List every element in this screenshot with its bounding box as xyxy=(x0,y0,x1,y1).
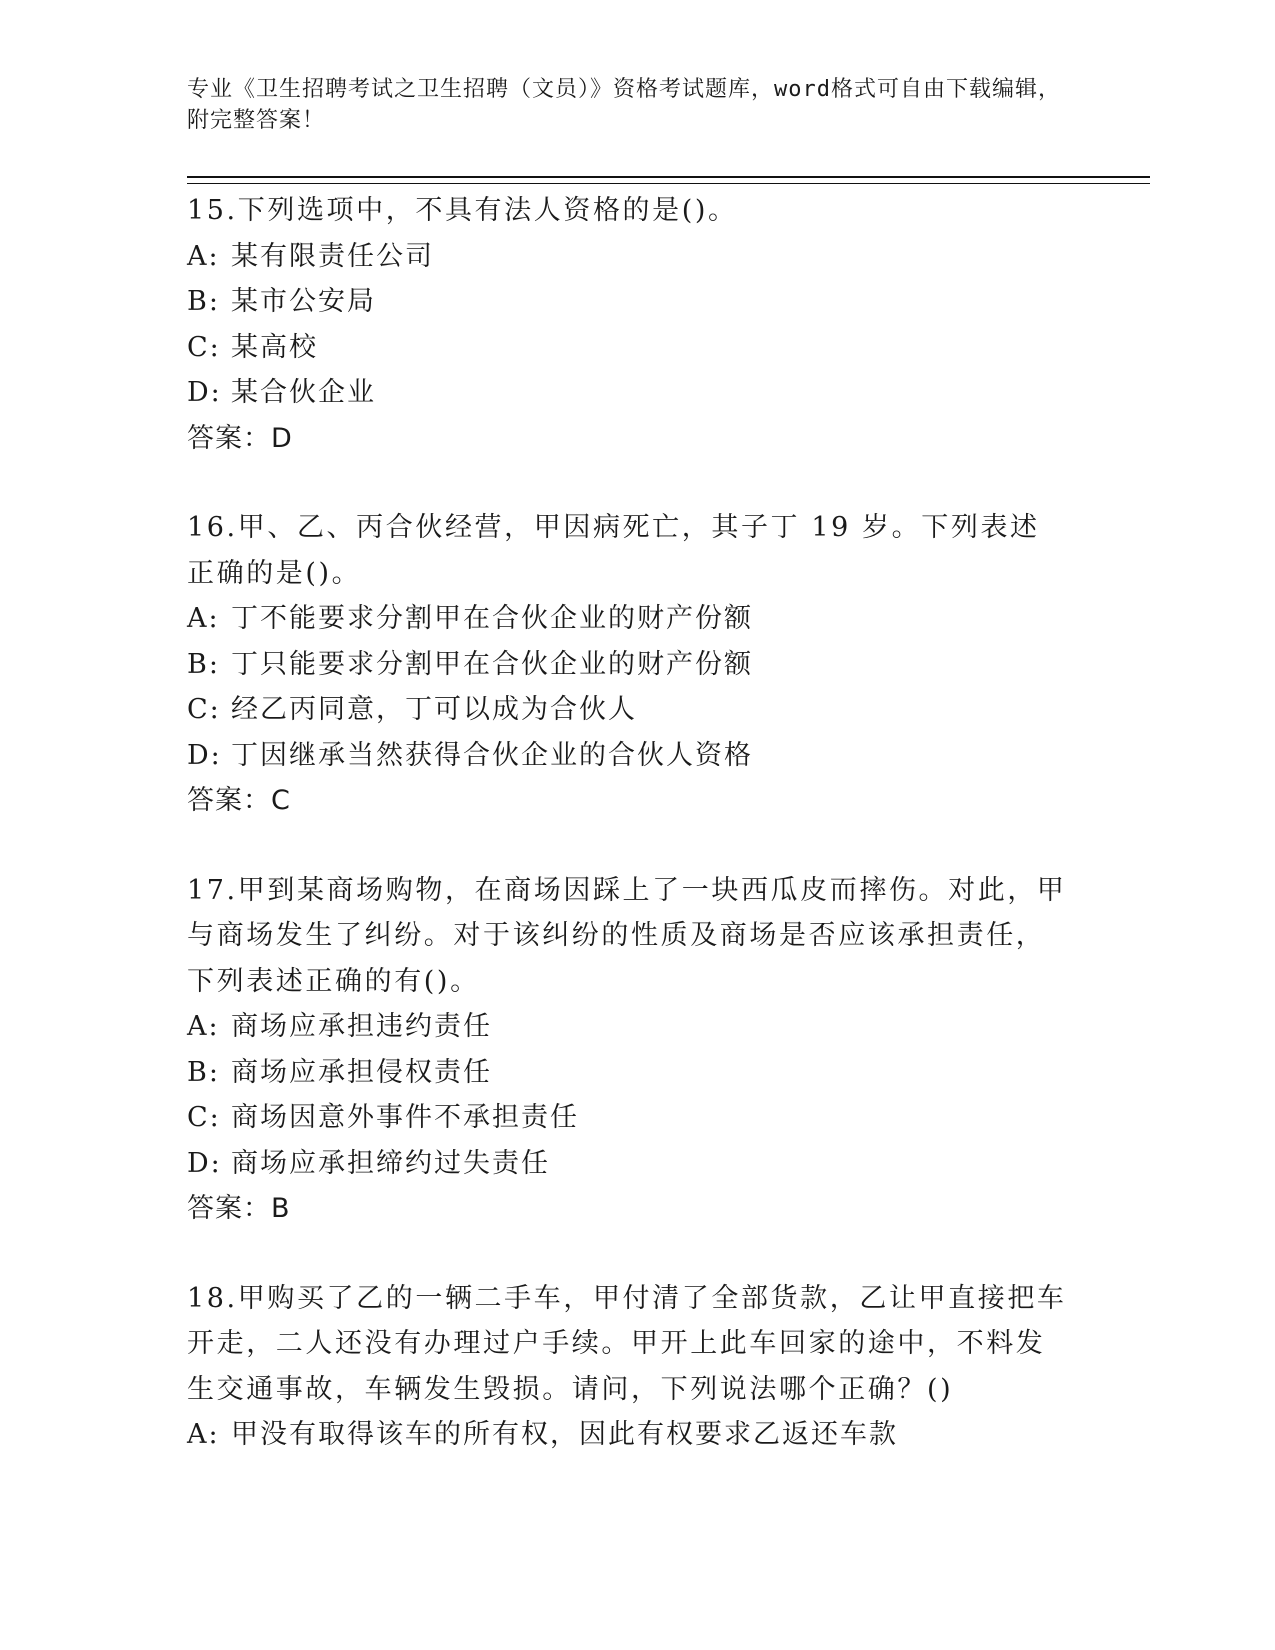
option-a xyxy=(187,1004,1067,1050)
option-label: D: xyxy=(187,1147,222,1179)
option-text: 某市公安局 xyxy=(231,286,376,317)
option-label: C: xyxy=(187,1102,221,1133)
option-text: 商场应承担缔约过失责任 xyxy=(231,1147,550,1179)
option-label: A: xyxy=(187,1011,220,1042)
header-rule-thick xyxy=(187,176,1150,178)
option-label: A: xyxy=(187,240,220,272)
option-text: 甲没有取得该车的所有权，因此有权要求乙返还车款 xyxy=(231,1419,898,1450)
option-label: A: xyxy=(187,1419,220,1450)
option-label: C: xyxy=(187,694,221,725)
option-a xyxy=(187,234,1067,280)
header-rule-thin xyxy=(187,183,1150,184)
question-16 xyxy=(187,505,1067,824)
option-b xyxy=(187,1050,1067,1096)
option-text: 商场应承担违约责任 xyxy=(231,1011,492,1042)
answer-line: 答案：C xyxy=(187,785,291,816)
header-text-part1: 专业《卫生招聘考试之卫生招聘（文员）》资格考试题库， xyxy=(187,77,775,102)
option-label: D: xyxy=(187,739,222,771)
option-label: B: xyxy=(187,1056,220,1088)
question-stem: 16.甲、乙、丙合伙经营，甲因病死亡，其子丁 19 岁。下列表述正确的是()。 xyxy=(187,512,1040,589)
question-15 xyxy=(187,188,1067,461)
option-d xyxy=(187,1141,1067,1187)
question-stem: 18.甲购买了乙的一辆二手车，甲付清了全部货款，乙让甲直接把车开走，二人还没有办理过户手续。甲开上此车回家的途中，不料发生交通事故，车辆发生毁损。请问，下列说法哪个正确？() xyxy=(187,1282,1067,1405)
question-list xyxy=(187,188,1067,1502)
option-d xyxy=(187,370,1067,416)
option-c xyxy=(187,1095,1067,1141)
option-text: 丁只能要求分割甲在合伙企业的财产份额 xyxy=(231,648,753,680)
option-b xyxy=(187,279,1067,325)
question-stem: 15.下列选项中，不具有法人资格的是()。 xyxy=(187,195,738,226)
option-text: 某合伙企业 xyxy=(231,377,376,408)
option-a xyxy=(187,596,1067,642)
option-label: C: xyxy=(187,331,221,363)
option-b xyxy=(187,642,1067,688)
question-17 xyxy=(187,868,1067,1232)
answer-line: 答案：B xyxy=(187,1193,291,1224)
document-header xyxy=(187,74,1067,136)
option-label: D: xyxy=(187,377,222,408)
option-c xyxy=(187,687,1067,733)
question-18 xyxy=(187,1276,1067,1458)
option-c xyxy=(187,325,1067,371)
option-text: 某高校 xyxy=(231,331,318,363)
option-text: 商场应承担侵权责任 xyxy=(231,1056,492,1088)
option-text: 经乙丙同意，丁可以成为合伙人 xyxy=(231,694,637,725)
answer-line: 答案：D xyxy=(187,422,293,454)
option-d xyxy=(187,733,1067,779)
option-label: B: xyxy=(187,286,220,317)
option-text: 商场因意外事件不承担责任 xyxy=(231,1102,579,1133)
option-text: 某有限责任公司 xyxy=(231,240,434,272)
header-text-part2: 格式可自由下载编辑，附完整答案！ xyxy=(187,77,1062,133)
option-label: A: xyxy=(187,603,220,634)
option-text: 丁因继承当然获得合伙企业的合伙人资格 xyxy=(231,739,753,771)
option-a xyxy=(187,1412,1067,1458)
question-stem: 17.甲到某商场购物，在商场因踩上了一块西瓜皮而摔伤。对此，甲与商场发生了纠纷。对于该纠纷的性质及商场是否应该承担责任，下列表述正确的有()。 xyxy=(187,874,1067,997)
option-label: B: xyxy=(187,648,220,680)
option-text: 丁不能要求分割甲在合伙企业的财产份额 xyxy=(231,603,753,634)
header-text-word: word xyxy=(774,77,831,102)
